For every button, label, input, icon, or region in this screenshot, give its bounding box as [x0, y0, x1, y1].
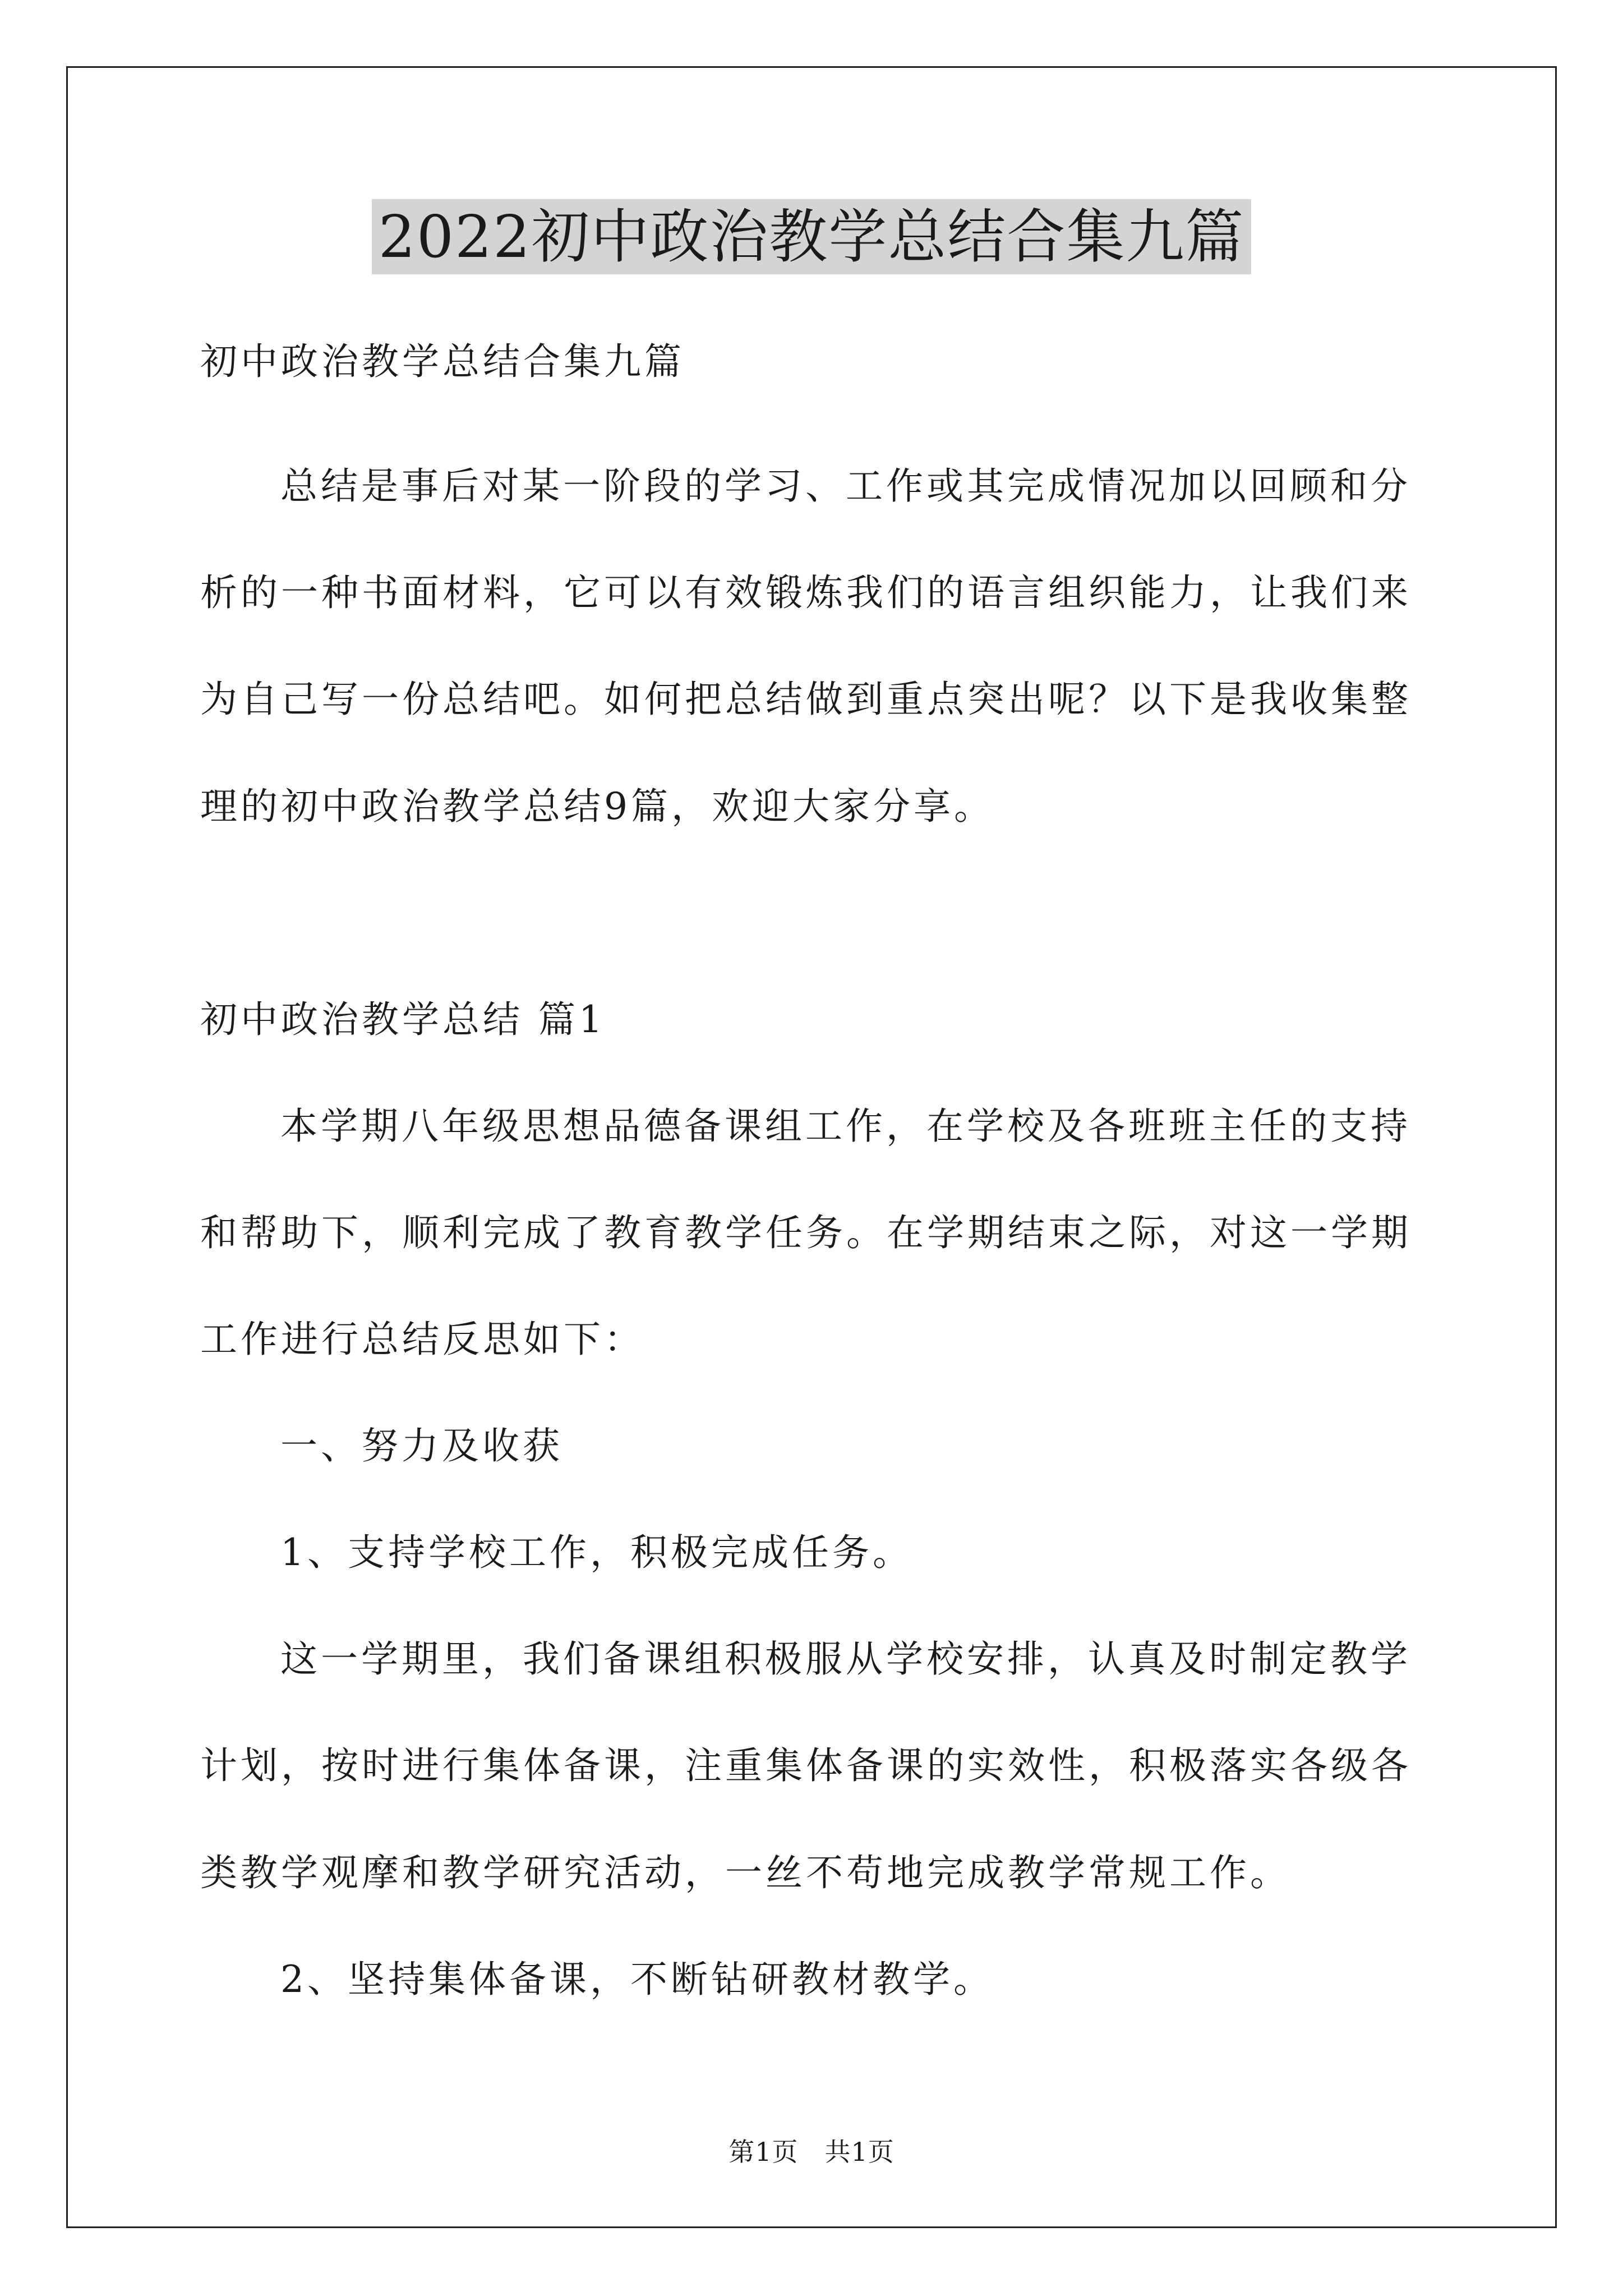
body-paragraph-line: 计划，按时进行集体备课，注重集体备课的实效性，积极落实各级各 — [200, 1744, 1412, 1787]
body-paragraph-line: 这一学期里，我们备课组积极服从学校安排，认真及时制定教学 — [280, 1637, 1411, 1681]
body-paragraph-line: 类教学观摩和教学研究活动，一丝不苟地完成教学常规工作。 — [200, 1851, 1290, 1894]
body-paragraph-line: 本学期八年级思想品德备课组工作，在学校及各班班主任的支持 — [280, 1105, 1411, 1148]
body-paragraph-line: 和帮助下，顺利完成了教育教学任务。在学期结束之际，对这一学期 — [200, 1211, 1412, 1254]
intro-paragraph-line: 理的初中政治教学总结9篇，欢迎大家分享。 — [200, 785, 994, 828]
page-footer: 第1页 共1页 — [728, 2137, 895, 2167]
body-subheading: 一、努力及收获 — [280, 1424, 563, 1467]
body-paragraph-line: 工作进行总结反思如下： — [200, 1318, 644, 1361]
section-heading: 初中政治教学总结 篇1 — [200, 998, 606, 1041]
intro-paragraph-line: 为自己写一份总结吧。如何把总结做到重点突出呢？以下是我收集整 — [200, 678, 1412, 721]
document-title-text: 2022初中政治教学总结合集九篇 — [372, 199, 1252, 274]
document-title — [0, 197, 1623, 276]
intro-paragraph-line: 析的一种书面材料，它可以有效锻炼我们的语言组织能力，让我们来 — [200, 571, 1412, 614]
body-list-item: 2、坚持集体备课，不断钻研教材教学。 — [280, 1958, 994, 2001]
intro-paragraph-line: 总结是事后对某一阶段的学习、工作或其完成情况加以回顾和分 — [280, 464, 1411, 508]
body-list-item: 1、支持学校工作，积极完成任务。 — [280, 1531, 913, 1574]
subtitle: 初中政治教学总结合集九篇 — [200, 340, 685, 383]
